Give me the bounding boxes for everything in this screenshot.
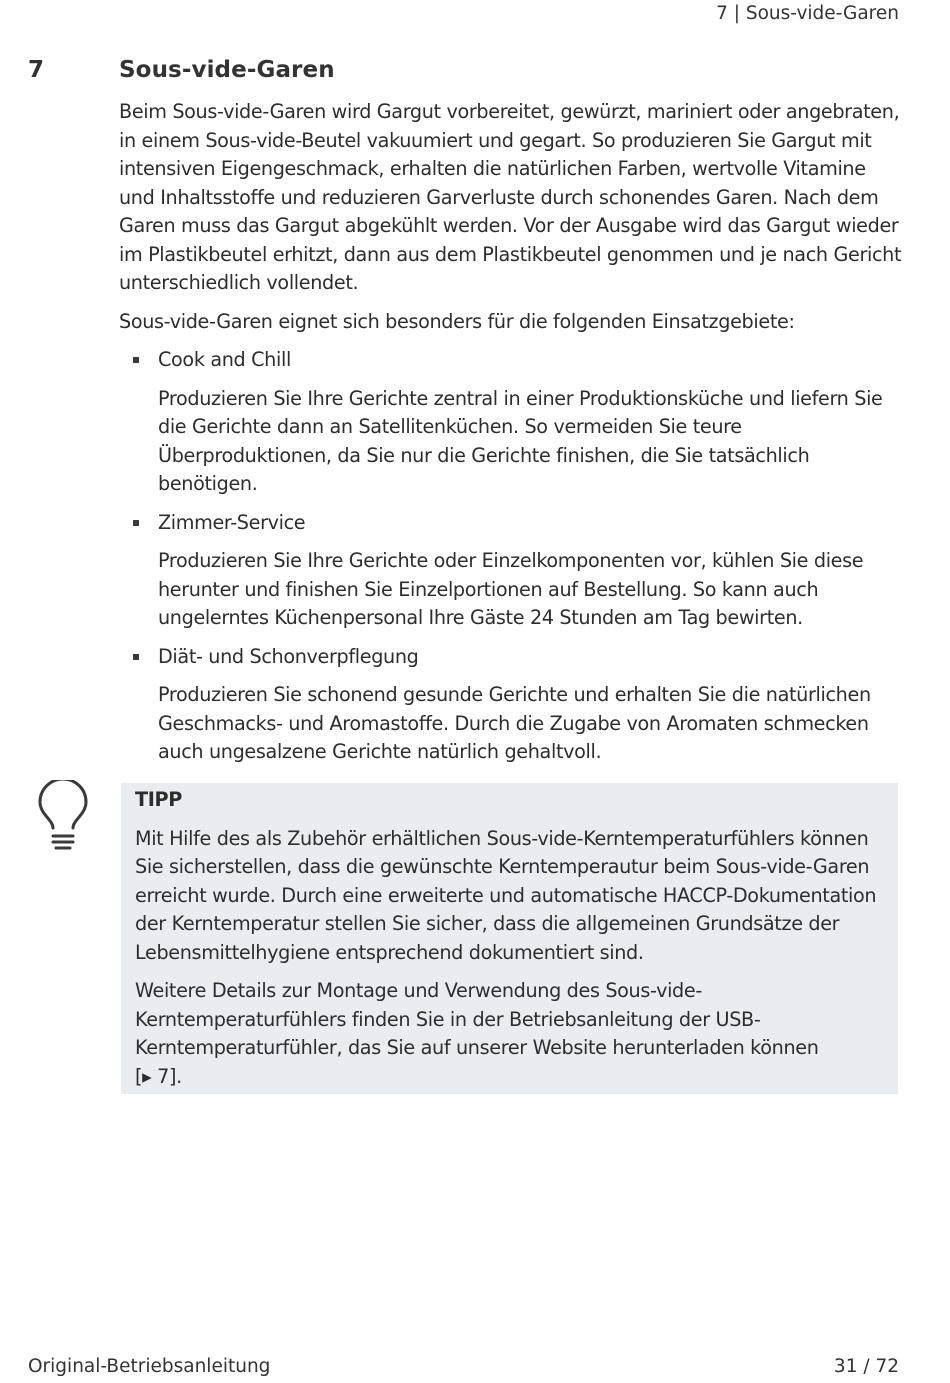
chapter-number: 7 xyxy=(28,57,45,83)
chapter-title: Sous-vide-Garen xyxy=(119,57,335,83)
tip-paragraph xyxy=(135,977,878,1091)
list-item xyxy=(158,643,904,672)
list-item xyxy=(158,509,904,538)
bullet-square-icon xyxy=(133,654,139,660)
running-header: 7 | Sous-vide-Garen xyxy=(716,3,899,24)
intro-paragraph: Beim Sous-vide-Garen wird Gargut vorbereitet, gewürzt, mariniert oder angebraten, in einem Sous-vide-Beutel vakuumiert und gegart. So produzieren Sie Gargut mit intensiven Eigengeschmack, erhalten die natürlichen Farben, wertvolle Vitamine und Inhaltsstoffe und reduzieren Garverluste durch schonendes Garen. Nach dem Garen muss das Gargut abgekühlt werden. Vor der Ausgabe wird das Gargut wieder im Plastikbeutel erhitzt, dann aus dem Plastikbeutel genommen und je nach Gericht unterschiedlich vollendet. xyxy=(119,100,902,294)
intro-lead: Sous-vide-Garen eignet sich besonders für die folgenden Einsatzgebiete: xyxy=(119,309,795,333)
bullet-list xyxy=(158,346,904,767)
tip-box xyxy=(121,783,898,1094)
bullet-square-icon xyxy=(133,357,139,363)
lightbulb-icon xyxy=(36,780,90,854)
bullet-label: Diät- und Schonverpflegung xyxy=(158,644,419,668)
tip-paragraph-text: Weitere Details zur Montage und Verwendung des Sous-vide-Kerntemperaturfühlers finden Sie in der Betriebsanleitung der USB-Kerntemperaturfühler, das Sie auf unserer Website herunterladen können xyxy=(135,979,819,1059)
page-number: 31 / 72 xyxy=(833,1356,899,1377)
tip-paragraph: Mit Hilfe des als Zubehör erhältlichen Sous-vide-Kerntemperaturfühlers können Sie sicherstellen, dass die gewünschte Kerntemperautur beim Sous-vide-Garen erreicht wurde. Durch eine erweiterte und automatische HACCP-Dokumentation der Kerntemperatur stellen Sie sicher, dass die allgemeinen Grundsätze der Lebensmittelhygiene entsprechend dokumentiert sind. xyxy=(135,826,877,964)
bullet-description: Produzieren Sie Ihre Gerichte oder Einzelkomponenten vor, kühlen Sie diese herunter und finishen Sie Einzelportionen auf Bestellung. So kann auch ungelerntes Küchenpersonal Ihre Gäste 24 Stunden am Tag bewirten. xyxy=(158,549,864,629)
bullet-label: Zimmer-Service xyxy=(158,510,306,534)
bullet-square-icon xyxy=(133,520,139,526)
bullet-label: Cook and Chill xyxy=(158,348,291,371)
bullet-description: Produzieren Sie schonend gesunde Gerichte und erhalten Sie die natürlichen Geschmacks- und Aromastoffe. Durch die Zugabe von Aromaten schmecken auch ungesalzene Gerichte natürlich gehaltvoll. xyxy=(158,683,871,763)
main-content xyxy=(119,98,904,777)
bullet-description: Produzieren Sie Ihre Gerichte zentral in einer Produktionsküche und liefern Sie die Gerichte dann an Satellitenküchen. So vermeiden Sie teure Überproduktionen, da Sie nur die Gerichte finishen, die Sie tatsächlich benötigen. xyxy=(158,386,883,495)
cross-reference-link[interactable]: [▸ 7]. xyxy=(135,1064,182,1088)
tip-title: TIPP xyxy=(135,788,182,811)
footer-document-title: Original-Betriebsanleitung xyxy=(28,1356,271,1377)
list-item xyxy=(158,346,904,375)
